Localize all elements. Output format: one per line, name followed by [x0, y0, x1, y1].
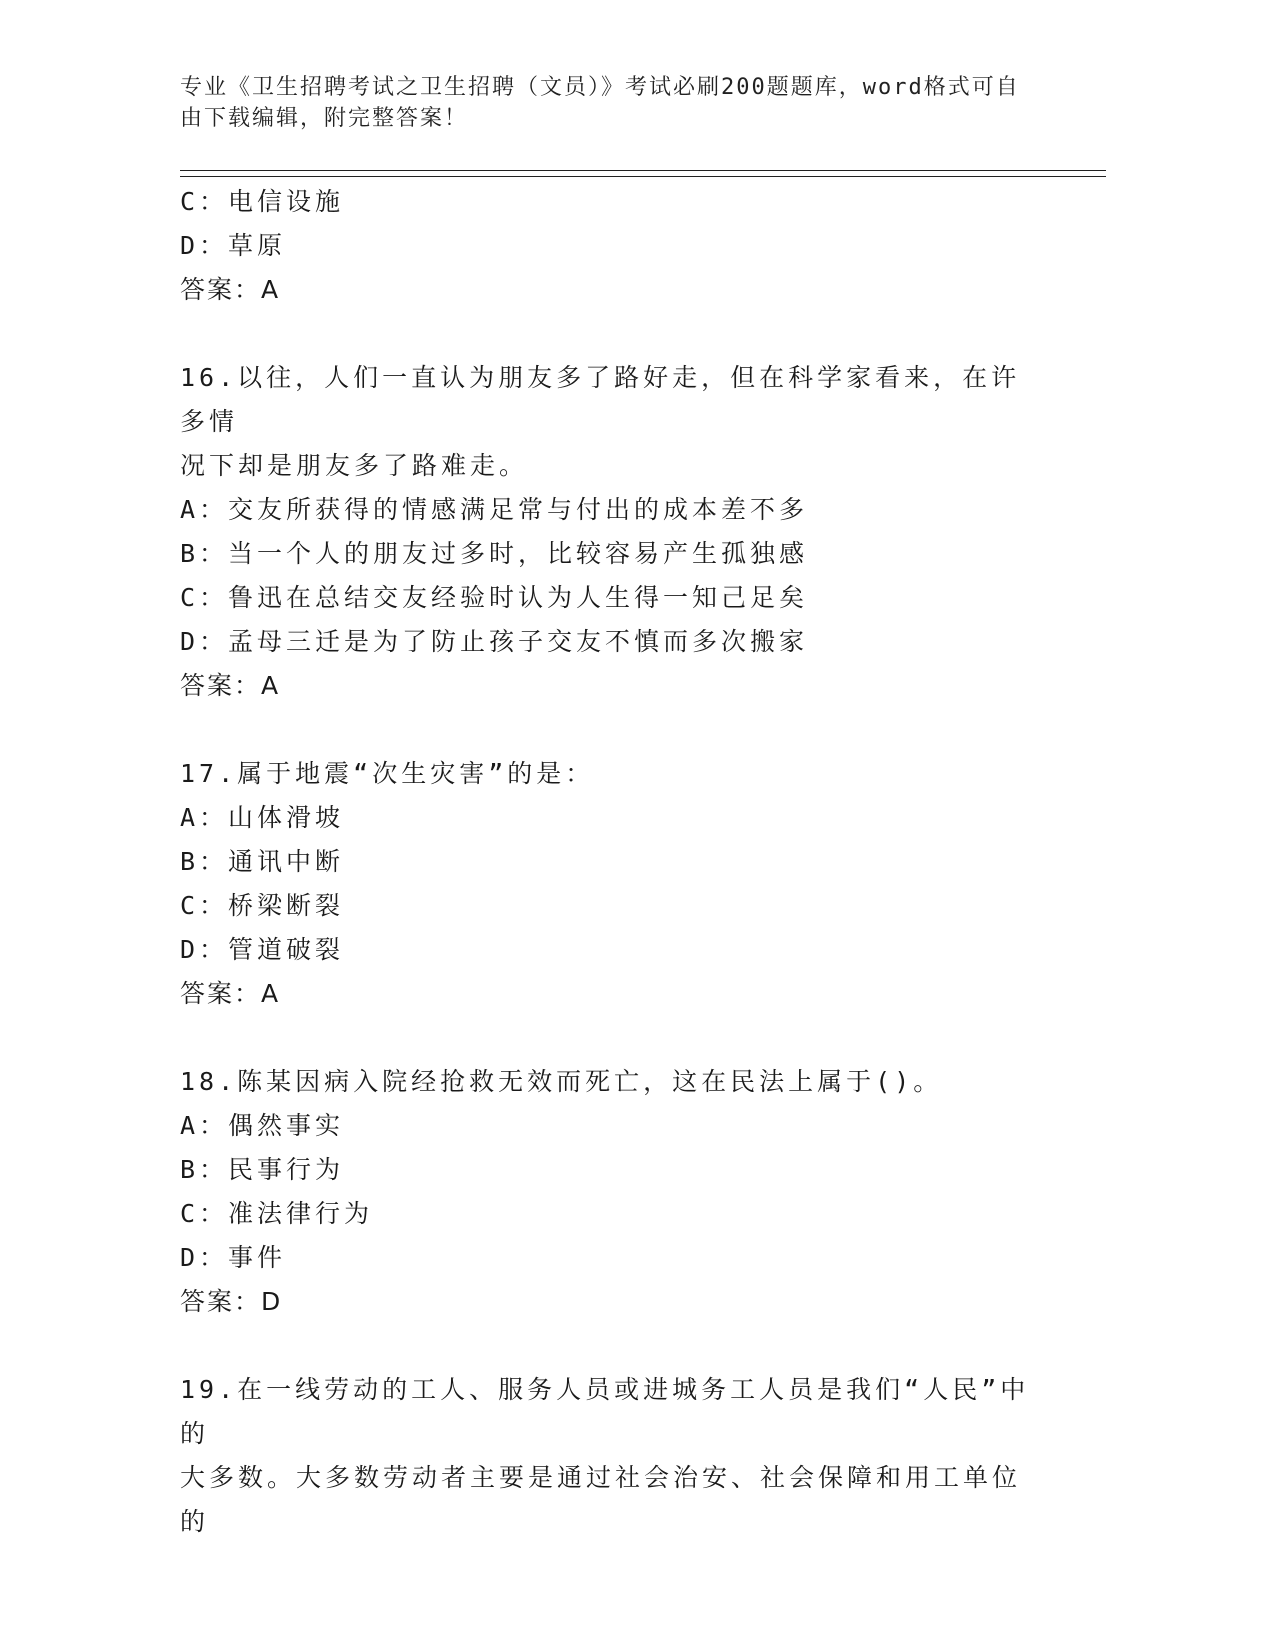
spacer [180, 708, 1050, 752]
option-b: B：民事行为 [180, 1155, 345, 1184]
option-c: C：准法律行为 [180, 1199, 374, 1228]
question-15-tail [180, 180, 1050, 312]
question-17 [180, 752, 1050, 1016]
answer-line: 答案：A [180, 671, 281, 700]
option-a: A：交友所获得的情感满足常与付出的成本差不多 [180, 495, 809, 524]
option-c: C：电信设施 [180, 187, 345, 216]
question-18 [180, 1060, 1050, 1324]
option-d: D：事件 [180, 1243, 287, 1272]
option-d: D：孟母三迁是为了防止孩子交友不慎而多次搬家 [180, 627, 809, 656]
option-a: A：山体滑坡 [180, 803, 345, 832]
option-b: B：当一个人的朋友过多时，比较容易产生孤独感 [180, 539, 809, 568]
option-d: D：草原 [180, 231, 287, 260]
option-c: C：桥梁断裂 [180, 891, 345, 920]
question-stem: 17.属于地震“次生灾害”的是： [180, 759, 595, 788]
answer-line: 答案：A [180, 979, 281, 1008]
spacer [180, 312, 1050, 356]
question-stem: 19.在一线劳动的工人、服务人员或进城务工人员是我们“人民”中的 [180, 1375, 1030, 1448]
question-19 [180, 1368, 1050, 1544]
question-stem: 16.以往，人们一直认为朋友多了路好走，但在科学家看来，在许多情 [180, 363, 1021, 436]
option-c: C：鲁迅在总结交友经验时认为人生得一知己足矣 [180, 583, 809, 612]
answer-line: 答案：D [180, 1287, 283, 1316]
header-divider-bottom [180, 176, 1106, 177]
header-line-2: 由下载编辑，附完整答案！ [180, 106, 469, 131]
question-stem: 18.陈某因病入院经抢救无效而死亡，这在民法上属于()。 [180, 1067, 943, 1096]
spacer [180, 1324, 1050, 1368]
option-a: A：偶然事实 [180, 1111, 345, 1140]
document-body [180, 180, 1050, 1544]
question-stem-cont: 大多数。大多数劳动者主要是通过社会治安、社会保障和用工单位的 [180, 1463, 1022, 1536]
question-stem-cont: 况下却是朋友多了路难走。 [180, 451, 529, 480]
header-divider-top [180, 170, 1106, 171]
spacer [180, 1016, 1050, 1060]
answer-line: 答案：A [180, 275, 281, 304]
question-16 [180, 356, 1050, 708]
option-b: B：通讯中断 [180, 847, 345, 876]
option-d: D：管道破裂 [180, 935, 345, 964]
header-line-1: 专业《卫生招聘考试之卫生招聘（文员）》考试必刷200题题库，word格式可自 [180, 75, 1020, 100]
document-header [180, 72, 1050, 134]
